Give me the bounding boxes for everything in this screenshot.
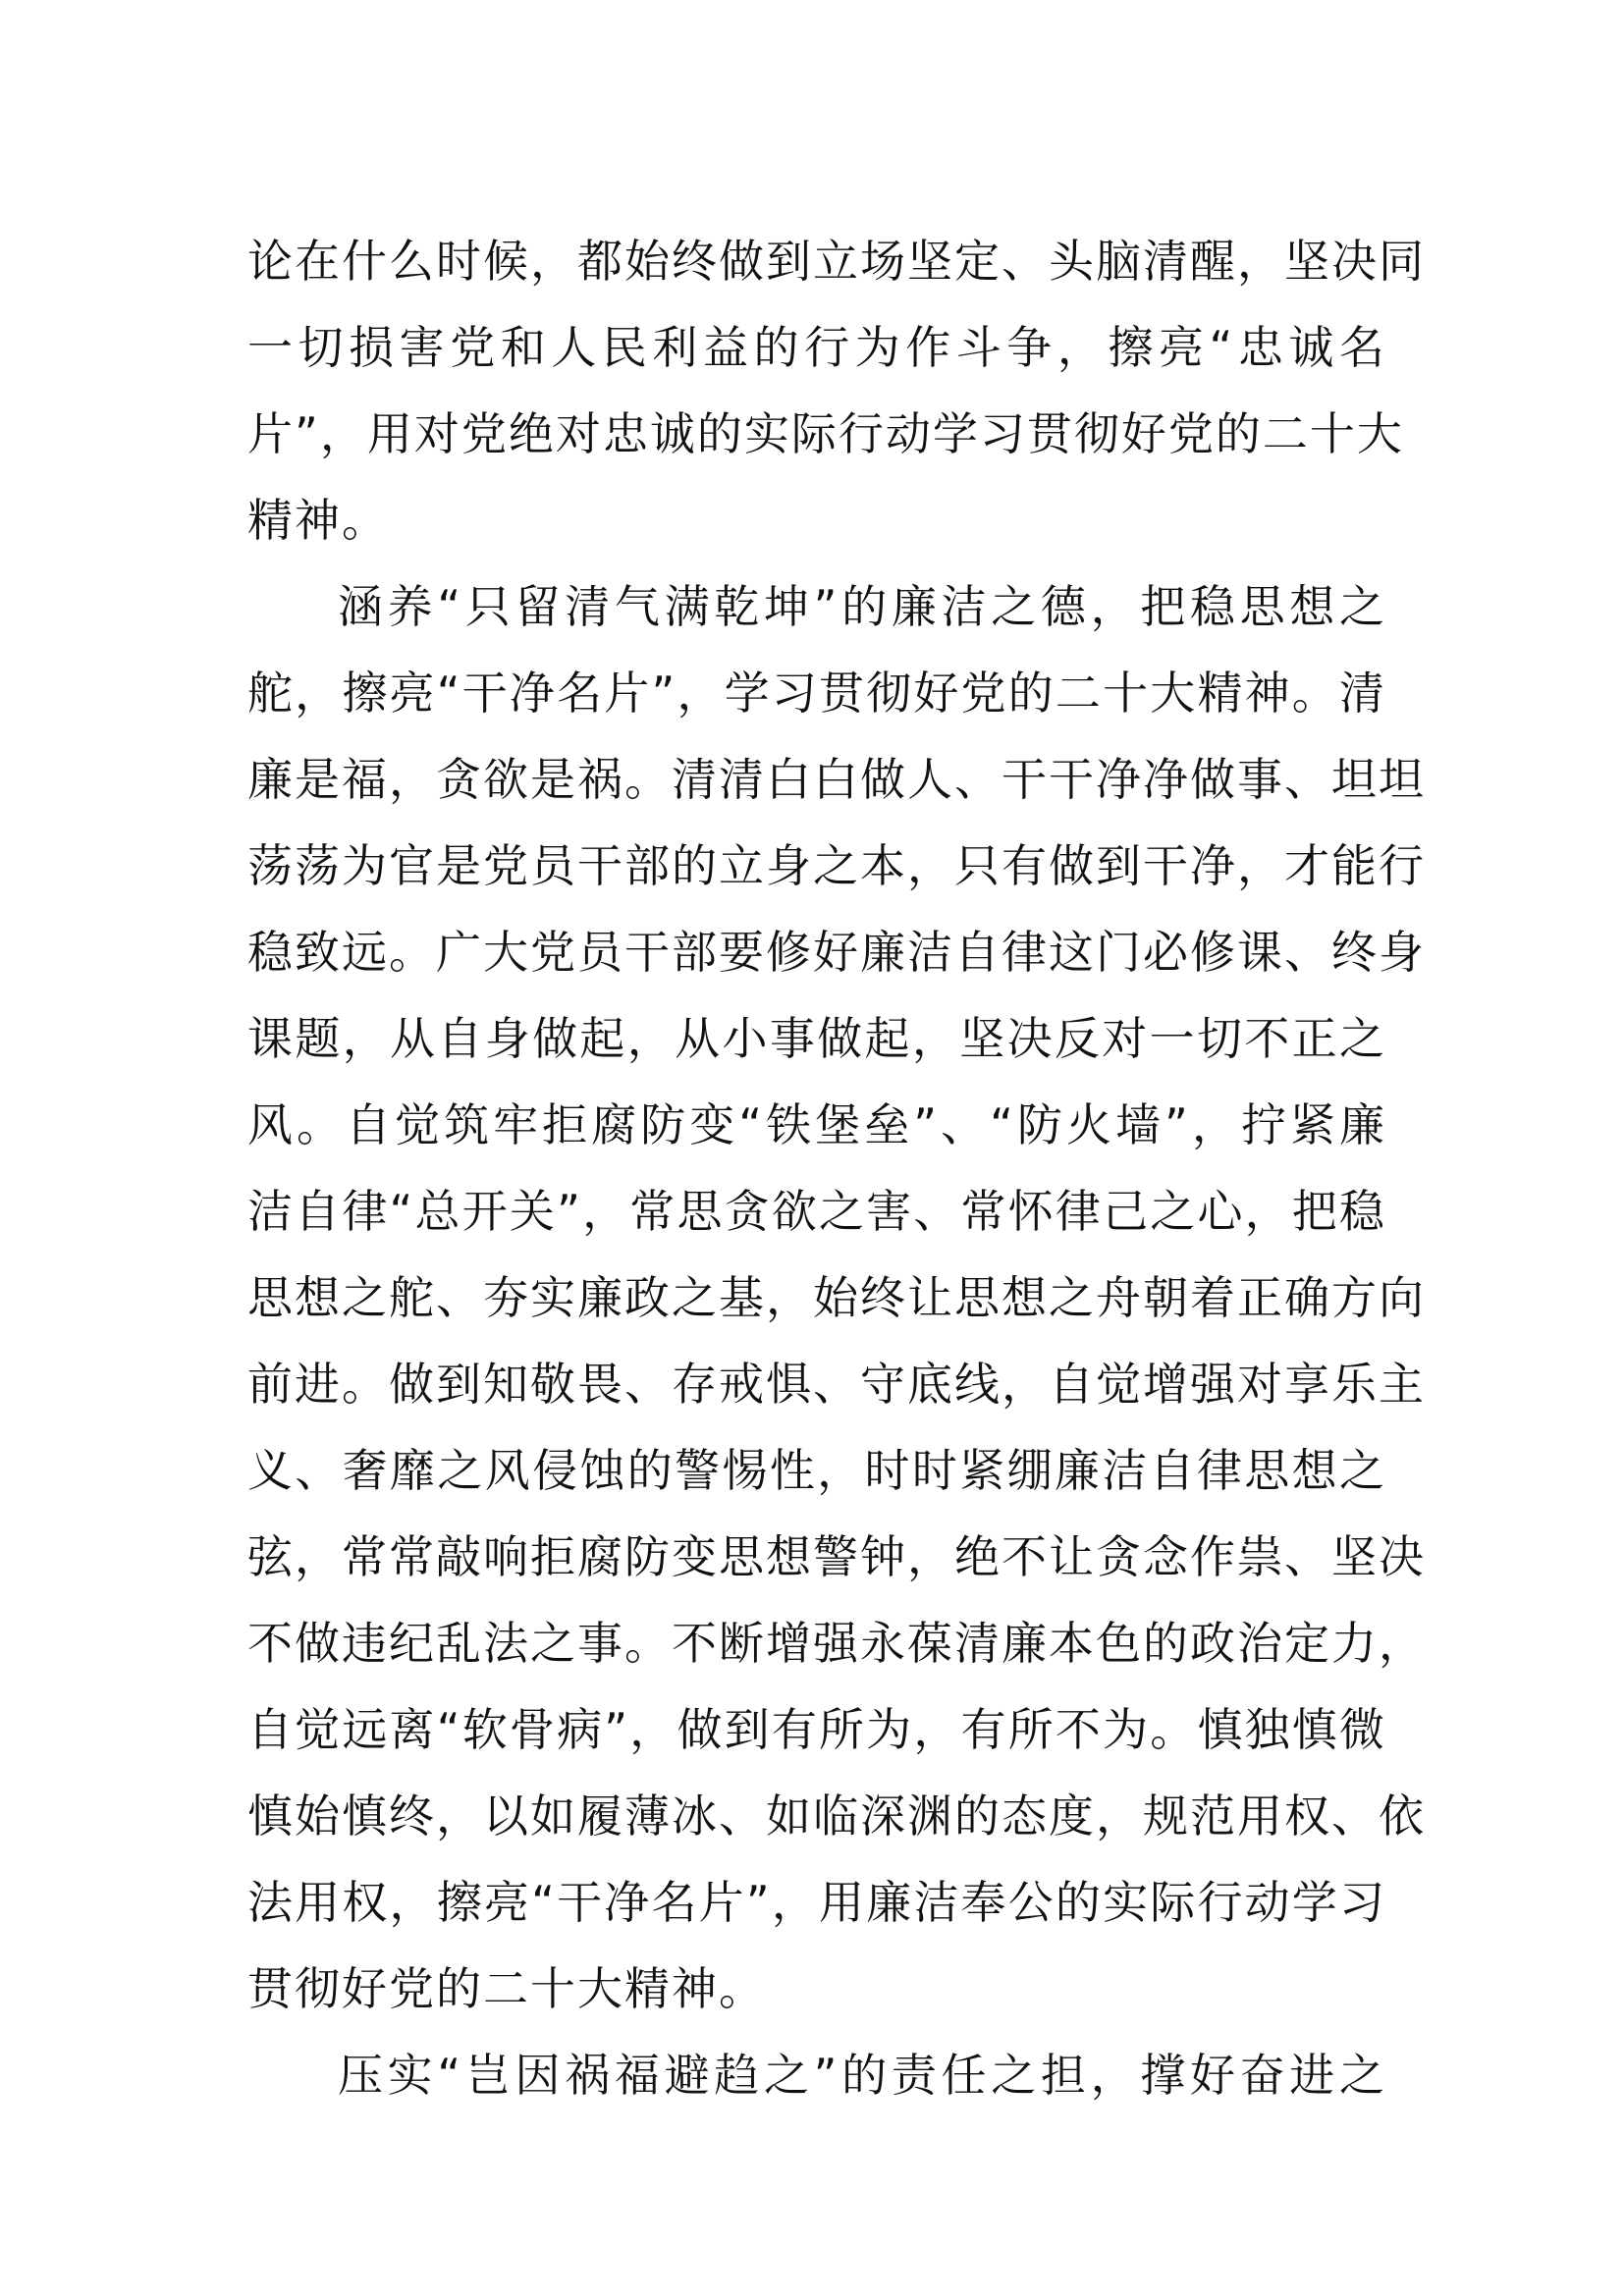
text-line: 稳致远。广大党员干部要修好廉洁自律这门必修课、终身	[247, 926, 1426, 979]
text-line: 精神。	[247, 494, 389, 547]
text-line: 思想之舵、夯实廉政之基，始终让思想之舟朝着正确方向	[247, 1271, 1426, 1324]
paragraph-3	[247, 2032, 1386, 2118]
body-text	[247, 218, 1426, 2118]
text-line: 廉是福，贪欲是祸。清清白白做人、干干净净做事、坦坦	[247, 753, 1426, 806]
text-line: 片”，用对党绝对忠诚的实际行动学习贯彻好党的二十大	[247, 407, 1404, 460]
text-line: 课题，从自身做起，从小事做起，坚决反对一切不正之	[247, 1012, 1386, 1065]
text-line: 前进。做到知敬畏、存戒惧、守底线，自觉增强对享乐主	[247, 1358, 1426, 1411]
text-line: 义、奢靡之风侵蚀的警惕性，时时紧绷廉洁自律思想之	[247, 1444, 1386, 1497]
text-line: 风。自觉筑牢拒腐防变“铁堡垒”、“防火墙”，拧紧廉	[247, 1098, 1386, 1151]
text-line: 压实“岂因祸福避趋之”的责任之担，撑好奋进之	[338, 2049, 1386, 2102]
text-line: 荡荡为官是党员干部的立身之本，只有做到干净，才能行	[247, 839, 1426, 892]
text-line: 不做违纪乱法之事。不断增强永葆清廉本色的政治定力，	[247, 1617, 1426, 1670]
text-line: 贯彻好党的二十大精神。	[247, 1962, 766, 2015]
text-line: 舵，擦亮“干净名片”，学习贯彻好党的二十大精神。清	[247, 667, 1386, 720]
text-line: 涵养“只留清气满乾坤”的廉洁之德，把稳思想之	[338, 580, 1386, 633]
paragraph-2	[247, 563, 1426, 2032]
paragraph-1	[247, 218, 1426, 563]
text-line: 自觉远离“软骨病”，做到有所为，有所不为。慎独慎微	[247, 1703, 1386, 1756]
text-line: 洁自律“总开关”，常思贪欲之害、常怀律己之心，把稳	[247, 1185, 1386, 1238]
text-line: 法用权，擦亮“干净名片”，用廉洁奉公的实际行动学习	[247, 1876, 1386, 1929]
text-line: 一切损害党和人民利益的行为作斗争，擦亮“忠诚名	[247, 321, 1386, 374]
text-line: 论在什么时候，都始终做到立场坚定、头脑清醒，坚决同	[247, 235, 1426, 288]
text-line: 慎始慎终，以如履薄冰、如临深渊的态度，规范用权、依	[247, 1789, 1426, 1842]
text-line: 弦，常常敲响拒腐防变思想警钟，绝不让贪念作祟、坚决	[247, 1530, 1426, 1583]
